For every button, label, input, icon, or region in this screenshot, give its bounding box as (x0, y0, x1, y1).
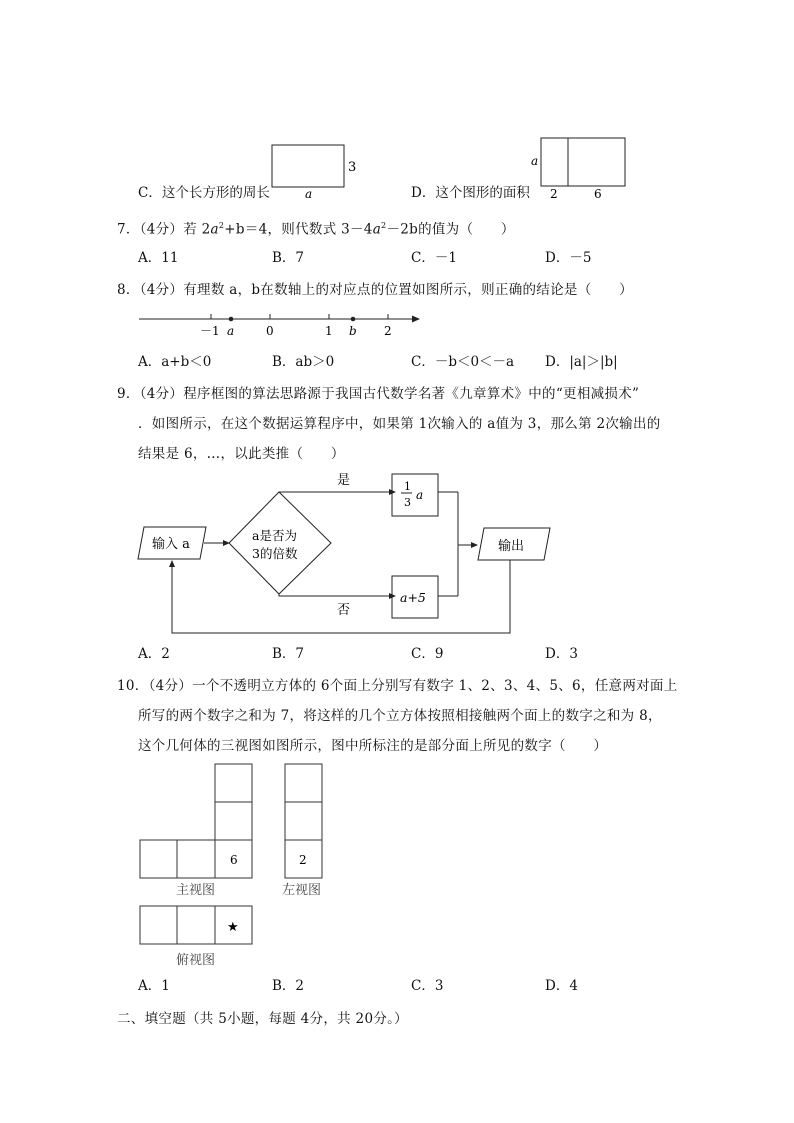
rect-bottom-label: a (305, 187, 313, 201)
flow-yes-box-var: a (416, 488, 424, 502)
flow-decision-line1: a是否为 (252, 528, 297, 543)
q8-option-a: A．a+b＜0 (138, 354, 212, 370)
flow-decision-line2: 3的倍数 (252, 546, 298, 561)
q9-option-b: B．7 (272, 646, 305, 662)
composite-side-label: a (531, 154, 539, 168)
rect-side-label: 3 (348, 160, 357, 175)
composite-right-label: 6 (594, 187, 602, 201)
q8-number-line (136, 308, 426, 340)
top-view-star: ★ (227, 920, 239, 935)
tick-one: 1 (325, 324, 333, 338)
tick-two: 2 (384, 324, 392, 338)
q10-three-views (134, 760, 344, 975)
q6-composite-rectangle-figure (528, 134, 632, 202)
q9-stem-line3: 结果是 6，…，以此类推（ ） (138, 446, 345, 462)
q8-option-c: C．－b＜0＜－a (411, 354, 515, 370)
q6-option-d: D．这个图形的面积 (411, 185, 530, 201)
q9-option-a: A．2 (138, 646, 170, 662)
q7-option-b: B．7 (272, 250, 305, 266)
q8-stem: 8．（4分）有理数 a，b在数轴上的对应点的位置如图所示，则正确的结论是（ ） (117, 282, 633, 298)
flow-yes-label: 是 (337, 473, 351, 488)
q6-rectangle-figure (268, 140, 368, 202)
q10-option-d: D．4 (545, 978, 578, 994)
flow-no-label: 否 (337, 603, 351, 618)
top-view-label: 俯视图 (176, 953, 216, 968)
left-view-number: 2 (299, 853, 307, 867)
q9-stem-line1: 9．（4分）程序框图的算法思路源于我国古代数学名著《九章算术》中的“更相减损术” (117, 386, 640, 402)
q7-option-a: A．11 (138, 250, 179, 266)
q6-option-c: C．这个长方形的周长 (138, 185, 270, 201)
q10-option-a: A．1 (138, 978, 170, 994)
flow-no-box-label: a+5 (400, 590, 426, 605)
q10-stem-line3: 这个几何体的三视图如图所示，图中所标注的是部分面上所见的数字（ ） (138, 738, 608, 754)
flow-input-label: 输入 a (152, 537, 190, 552)
tick-minus-one: －1 (200, 324, 220, 338)
q10-stem-line1: 10．（4分）一个不透明立方体的 6个面上分别写有数字 1、2、3、4、5、6，任意两对面上 (117, 678, 678, 694)
q10-stem-line2: 所写的两个数字之和为 7，将这样的几个立方体按照相接触两个面上的数字之和为 8， (138, 708, 662, 724)
q9-option-c: C．9 (411, 646, 444, 662)
composite-left-label: 2 (550, 187, 558, 201)
q9-flowchart (134, 466, 564, 638)
section-two-heading: 二、填空题（共 5小题，每题 4分，共 20分。） (117, 1011, 408, 1027)
q10-option-c: C．3 (411, 978, 444, 994)
point-a-label: a (227, 324, 235, 338)
q7-option-d: D．－5 (545, 250, 592, 266)
left-view-label: 左视图 (282, 883, 322, 898)
q7-option-c: C．－1 (411, 250, 457, 266)
q8-option-d: D．|a|＞|b| (545, 354, 618, 370)
flow-yes-box-denominator: 3 (404, 496, 411, 509)
q8-option-b: B．ab＞0 (272, 354, 335, 370)
flow-yes-box-numerator: 1 (404, 480, 411, 493)
front-view-label: 主视图 (176, 883, 216, 898)
front-view-number: 6 (230, 853, 238, 867)
flow-output-label: 输出 (498, 539, 525, 554)
q10-option-b: B．2 (272, 978, 305, 994)
q9-stem-line2: ．如图所示，在这个数据运算程序中，如果第 1次输入的 a值为 3，那么第 2次输出的 (138, 416, 661, 432)
point-b-label: b (349, 324, 357, 338)
q9-option-d: D．3 (545, 646, 578, 662)
tick-zero: 0 (266, 324, 274, 338)
q7-stem: 7．（4分）若 $2a^2+b=4$，则代数式 $3-4a^2-2b$的值为（ ） (117, 221, 515, 238)
